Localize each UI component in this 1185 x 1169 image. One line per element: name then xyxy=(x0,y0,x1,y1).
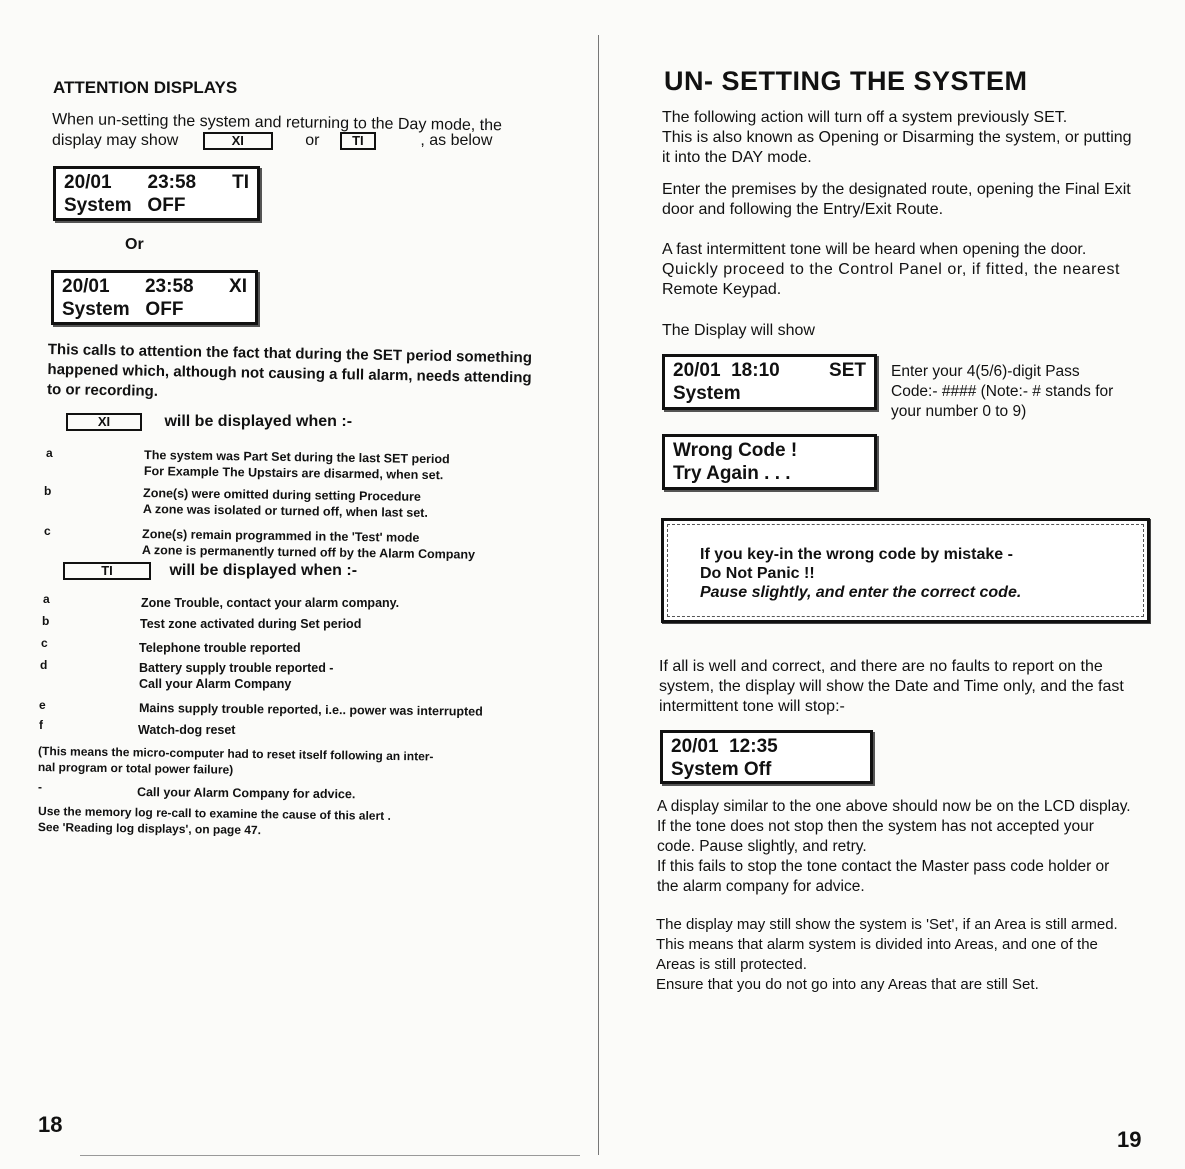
para-line: to or recording. xyxy=(46,380,159,400)
lcd-flag: XI xyxy=(229,276,247,297)
lcd-date: 20/01 xyxy=(673,360,721,381)
dash-bullet: - xyxy=(38,780,42,794)
xi-item-b xyxy=(143,485,428,521)
item-line: Call your Alarm Company xyxy=(139,677,292,691)
ti-letter-f: f xyxy=(39,718,43,732)
ti-item-c: Telephone trouble reported xyxy=(139,641,301,655)
item-line: A zone was isolated or turned off, when last set. xyxy=(142,501,428,520)
similar-display-paragraph xyxy=(657,797,1131,897)
lcd-display-set xyxy=(662,354,877,410)
ti-item-f: Watch-dog reset xyxy=(138,723,236,737)
para-line: Remote Keypad. xyxy=(662,281,782,298)
para-line: door and following the Entry/Exit Route. xyxy=(662,201,944,218)
para-line: This means that alarm system is divided into Areas, and one of the xyxy=(656,936,1098,953)
memory-line: See 'Reading log displays', on page 47. xyxy=(37,819,262,838)
para-line: A display similar to the one above should now be on the LCD display. xyxy=(657,798,1131,815)
page-fold xyxy=(598,35,599,1155)
intro-paragraph xyxy=(662,108,1132,168)
lcd-status: System OFF xyxy=(62,299,184,320)
watchdog-note xyxy=(38,743,434,781)
note-line: nal program or total power failure) xyxy=(37,759,234,777)
para-line: A fast intermittent tone will be heard when opening the door. xyxy=(662,241,1087,258)
lcd-line1: Wrong Code ! xyxy=(673,440,798,461)
lcd-status: System OFF xyxy=(64,195,186,216)
para-line: Enter the premises by the designated route, opening the Final Exit xyxy=(662,181,1131,198)
para-line: system, the display will show the Date and Time only, and the fast xyxy=(659,678,1124,695)
para-line: happened which, although not causing a full alarm, needs attending xyxy=(47,360,532,387)
lcd-date: 20/01 xyxy=(62,276,110,297)
left-heading: ATTENTION DISPLAYS xyxy=(53,78,238,97)
xi-heading: will be displayed when :- xyxy=(164,413,353,431)
wrong-code-notice xyxy=(661,518,1150,623)
lcd-flag: SET xyxy=(829,360,866,381)
page-number-left: 18 xyxy=(38,1112,63,1137)
para-line: If this fails to stop the tone contact the Master pass code holder or xyxy=(657,858,1110,875)
ti-item-a: Zone Trouble, contact your alarm company. xyxy=(141,596,400,610)
xi-item-c xyxy=(142,526,476,563)
ti-tag: TI xyxy=(63,562,151,580)
passcode-line: your number 0 to 9) xyxy=(891,403,1027,420)
notice-line: Do Not Panic !! xyxy=(700,565,815,582)
lcd-time: 12:35 xyxy=(729,736,778,757)
lcd-display-xi xyxy=(51,270,258,325)
lcd-time: 18:10 xyxy=(731,360,780,381)
lcd-line2: Try Again . . . xyxy=(673,463,791,484)
attention-paragraph xyxy=(47,340,532,408)
bottom-rule xyxy=(80,1155,580,1156)
ti-item-e: Mains supply trouble reported, i.e.. power was interrupted xyxy=(138,701,483,719)
right-heading: UN- SETTING THE SYSTEM xyxy=(664,66,1028,96)
ti-letter-a: a xyxy=(43,592,50,606)
xi-letter-b: b xyxy=(44,484,52,498)
ti-letter-b: b xyxy=(42,614,50,628)
ti-item-d xyxy=(139,660,333,692)
passcode-line: Enter your 4(5/6)-digit Pass xyxy=(891,363,1080,380)
para-line: Ensure that you do not go into any Areas that are still Set. xyxy=(656,976,1039,993)
xi-item-a xyxy=(144,447,450,483)
passcode-instructions xyxy=(891,362,1113,422)
page-number-right: 19 xyxy=(1117,1127,1142,1152)
item-line: A zone is permanently turned off by the Alarm Company xyxy=(141,542,476,562)
note-line: (This means the micro-computer had to reset itself following an inter- xyxy=(38,744,434,764)
lcd-time: 23:58 xyxy=(147,172,197,193)
lcd-display-off xyxy=(660,730,873,784)
lcd-time: 23:58 xyxy=(144,276,194,297)
para-line: This is also known as Opening or Disarming the system, or putting xyxy=(662,129,1132,146)
lcd-date: 20/01 xyxy=(64,172,112,193)
xi-tag: XI xyxy=(66,413,142,431)
lcd-status: System xyxy=(673,383,741,404)
intro-or: or xyxy=(305,132,320,149)
para-line: it into the DAY mode. xyxy=(662,149,812,166)
intro-tag-xi: XI xyxy=(203,132,273,150)
xi-letter-c: c xyxy=(44,524,51,538)
para-line: This calls to attention the fact that during the SET period something xyxy=(47,340,533,367)
para-line: the alarm company for advice. xyxy=(657,878,865,895)
para-line: The display may still show the system is 'Set', if an Area is still armed. xyxy=(656,916,1118,933)
notice-text xyxy=(700,545,1021,602)
ti-letter-e: e xyxy=(39,698,46,712)
para-line: If all is well and correct, and there are no faults to report on the xyxy=(659,658,1103,675)
memory-line: Use the memory log re-call to examine the cause of this alert . xyxy=(38,804,391,823)
lcd-status: System Off xyxy=(671,759,772,780)
intro-post: , as below xyxy=(420,132,493,149)
item-line: Battery supply trouble reported - xyxy=(139,661,334,675)
para-line: Quickly proceed to the Control Panel or, if fitted, the nearest xyxy=(662,261,1120,278)
memory-note xyxy=(38,803,391,840)
intro-tag-ti: TI xyxy=(340,132,376,150)
intro-line-2 xyxy=(52,131,492,151)
para-line: Areas is still protected. xyxy=(656,956,807,973)
intro-line-1: When un-setting the system and returning to the Day mode, the xyxy=(51,111,503,135)
para-line: code. Pause slightly, and retry. xyxy=(657,838,867,855)
lcd-date-time xyxy=(673,359,780,382)
lcd-date-time xyxy=(671,735,778,758)
entry-paragraph xyxy=(662,180,1131,220)
lcd-display-wrong-code xyxy=(662,434,877,490)
para-line: intermittent tone will stop:- xyxy=(659,698,845,715)
lcd-date: 20/01 xyxy=(671,736,719,757)
notice-line: Pause slightly, and enter the correct code. xyxy=(700,584,1022,601)
intro-pre: display may show xyxy=(52,132,179,149)
tone-paragraph xyxy=(662,240,1120,300)
item-line: For Example The Upstairs are disarmed, when set. xyxy=(143,463,444,483)
lcd-flag: TI xyxy=(232,172,249,193)
all-well-paragraph xyxy=(659,657,1124,717)
ti-heading: will be displayed when :- xyxy=(169,562,358,580)
item-line: Zone(s) were omitted during setting Procedure xyxy=(143,486,421,504)
ti-item-b: Test zone activated during Set period xyxy=(140,617,362,631)
item-line: The system was Part Set during the last SET period xyxy=(144,448,450,467)
ti-letter-d: d xyxy=(40,658,48,672)
item-line: Zone(s) remain programmed in the 'Test' mode xyxy=(142,527,420,545)
notice-line: If you key-in the wrong code by mistake - xyxy=(700,546,1013,563)
display-label: The Display will show xyxy=(662,322,815,339)
xi-letter-a: a xyxy=(46,446,53,460)
areas-paragraph xyxy=(656,915,1118,995)
para-line: The following action will turn off a system previously SET. xyxy=(662,109,1068,126)
or-label: Or xyxy=(125,236,144,253)
ti-letter-c: c xyxy=(41,636,48,650)
passcode-line: Code:- #### (Note:- # stands for xyxy=(891,383,1114,400)
lcd-display-ti xyxy=(53,166,260,221)
para-line: If the tone does not stop then the system has not accepted your xyxy=(657,818,1094,835)
call-advice: Call your Alarm Company for advice. xyxy=(136,785,356,802)
ti-heading-row xyxy=(63,562,357,580)
xi-heading-row xyxy=(66,413,352,431)
